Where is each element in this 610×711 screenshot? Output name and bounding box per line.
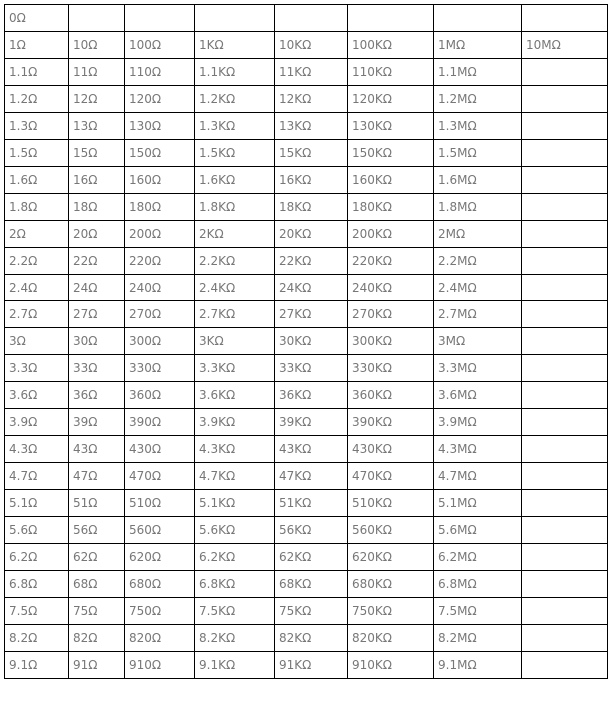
table-cell: 3.6Ω: [5, 382, 69, 409]
table-cell: 6.2MΩ: [434, 544, 522, 571]
table-cell: 2.7KΩ: [195, 301, 275, 328]
table-cell: 5.6MΩ: [434, 517, 522, 544]
table-cell: 470Ω: [125, 463, 195, 490]
table-cell: 10Ω: [69, 31, 125, 58]
table-cell: 6.8Ω: [5, 571, 69, 598]
table-cell: 16Ω: [69, 166, 125, 193]
table-cell: 51KΩ: [275, 490, 348, 517]
table-cell: 18KΩ: [275, 193, 348, 220]
table-cell: 680KΩ: [348, 571, 434, 598]
table-cell: 12KΩ: [275, 85, 348, 112]
table-row: [5, 139, 608, 166]
table-cell: 2.7MΩ: [434, 301, 522, 328]
table-cell: 750Ω: [125, 597, 195, 624]
table-cell: 36KΩ: [275, 382, 348, 409]
table-cell: [522, 274, 608, 301]
table-row: [5, 301, 608, 328]
table-cell: 620KΩ: [348, 544, 434, 571]
table-cell: 510Ω: [125, 490, 195, 517]
table-cell: 430Ω: [125, 436, 195, 463]
table-cell: 68KΩ: [275, 571, 348, 598]
table-cell: 1.3Ω: [5, 112, 69, 139]
table-cell: [522, 571, 608, 598]
table-cell: 7.5MΩ: [434, 597, 522, 624]
table-cell: 15KΩ: [275, 139, 348, 166]
table-cell: 1Ω: [5, 31, 69, 58]
table-cell: 360Ω: [125, 382, 195, 409]
table-row: [5, 651, 608, 678]
table-cell: 91KΩ: [275, 651, 348, 678]
table-cell: 390KΩ: [348, 409, 434, 436]
table-cell: 4.3KΩ: [195, 436, 275, 463]
table-cell: [522, 436, 608, 463]
table-cell: 10MΩ: [522, 31, 608, 58]
table-cell: 27KΩ: [275, 301, 348, 328]
table-cell: 4.3MΩ: [434, 436, 522, 463]
table-cell: 240Ω: [125, 274, 195, 301]
table-row: [5, 382, 608, 409]
table-cell: 2MΩ: [434, 220, 522, 247]
table-cell: 3.9KΩ: [195, 409, 275, 436]
table-cell: 1.5Ω: [5, 139, 69, 166]
table-cell: 9.1MΩ: [434, 651, 522, 678]
table-cell: [434, 5, 522, 32]
table-cell: 0Ω: [5, 5, 69, 32]
table-cell: 240KΩ: [348, 274, 434, 301]
table-cell: 75KΩ: [275, 597, 348, 624]
table-cell: 24KΩ: [275, 274, 348, 301]
table-cell: 9.1KΩ: [195, 651, 275, 678]
table-row: [5, 220, 608, 247]
table-cell: 130KΩ: [348, 112, 434, 139]
table-cell: 560Ω: [125, 517, 195, 544]
table-cell: 100KΩ: [348, 31, 434, 58]
table-cell: 820KΩ: [348, 624, 434, 651]
table-cell: 6.2KΩ: [195, 544, 275, 571]
table-cell: [522, 166, 608, 193]
table-cell: 36Ω: [69, 382, 125, 409]
table-cell: 910KΩ: [348, 651, 434, 678]
table-cell: [522, 112, 608, 139]
table-cell: 1.8KΩ: [195, 193, 275, 220]
table-row: [5, 355, 608, 382]
table-cell: 1.3KΩ: [195, 112, 275, 139]
resistor-values-table: [4, 4, 608, 679]
table-cell: 1.1MΩ: [434, 58, 522, 85]
table-cell: 82Ω: [69, 624, 125, 651]
table-cell: 270KΩ: [348, 301, 434, 328]
table-cell: 1.2MΩ: [434, 85, 522, 112]
table-cell: 91Ω: [69, 651, 125, 678]
table-cell: 62KΩ: [275, 544, 348, 571]
table-cell: 330Ω: [125, 355, 195, 382]
table-row: [5, 597, 608, 624]
table-cell: 1.3MΩ: [434, 112, 522, 139]
table-cell: [522, 139, 608, 166]
table-cell: 15Ω: [69, 139, 125, 166]
table-cell: 3.3Ω: [5, 355, 69, 382]
table-cell: 3MΩ: [434, 328, 522, 355]
table-cell: 6.8MΩ: [434, 571, 522, 598]
table-cell: 1.6Ω: [5, 166, 69, 193]
table-cell: [69, 5, 125, 32]
table-cell: 3.9MΩ: [434, 409, 522, 436]
table-cell: 160KΩ: [348, 166, 434, 193]
table-row: [5, 409, 608, 436]
table-cell: 56KΩ: [275, 517, 348, 544]
table-cell: [522, 597, 608, 624]
table-cell: [522, 382, 608, 409]
table-cell: 2.2MΩ: [434, 247, 522, 274]
table-cell: 16KΩ: [275, 166, 348, 193]
table-cell: 5.6KΩ: [195, 517, 275, 544]
table-cell: 120KΩ: [348, 85, 434, 112]
table-cell: 1MΩ: [434, 31, 522, 58]
table-cell: 9.1Ω: [5, 651, 69, 678]
table-cell: [522, 490, 608, 517]
table-cell: 22Ω: [69, 247, 125, 274]
table-cell: 1.6MΩ: [434, 166, 522, 193]
table-cell: 3Ω: [5, 328, 69, 355]
table-row: [5, 624, 608, 651]
table-cell: 130Ω: [125, 112, 195, 139]
table-cell: 39Ω: [69, 409, 125, 436]
table-cell: 360KΩ: [348, 382, 434, 409]
table-cell: 390Ω: [125, 409, 195, 436]
table-cell: 300KΩ: [348, 328, 434, 355]
table-cell: 75Ω: [69, 597, 125, 624]
table-row: [5, 112, 608, 139]
table-cell: 300Ω: [125, 328, 195, 355]
table-cell: 160Ω: [125, 166, 195, 193]
resistor-values-table-container: [4, 4, 608, 679]
table-cell: 330KΩ: [348, 355, 434, 382]
table-cell: 47KΩ: [275, 463, 348, 490]
table-cell: [522, 247, 608, 274]
table-cell: 6.2Ω: [5, 544, 69, 571]
table-cell: [275, 5, 348, 32]
table-cell: 39KΩ: [275, 409, 348, 436]
table-cell: 11KΩ: [275, 58, 348, 85]
table-row: [5, 247, 608, 274]
table-cell: 1.5KΩ: [195, 139, 275, 166]
table-cell: 56Ω: [69, 517, 125, 544]
table-cell: [522, 355, 608, 382]
table-cell: 18Ω: [69, 193, 125, 220]
table-cell: [522, 58, 608, 85]
table-cell: 30KΩ: [275, 328, 348, 355]
table-cell: 1.5MΩ: [434, 139, 522, 166]
table-cell: 8.2KΩ: [195, 624, 275, 651]
table-cell: 180KΩ: [348, 193, 434, 220]
table-cell: 180Ω: [125, 193, 195, 220]
table-cell: 22KΩ: [275, 247, 348, 274]
table-cell: 2Ω: [5, 220, 69, 247]
table-cell: 200KΩ: [348, 220, 434, 247]
table-cell: 5.6Ω: [5, 517, 69, 544]
table-cell: 30Ω: [69, 328, 125, 355]
table-cell: 820Ω: [125, 624, 195, 651]
table-cell: 3.3MΩ: [434, 355, 522, 382]
table-cell: [522, 409, 608, 436]
table-row: [5, 193, 608, 220]
table-cell: 220KΩ: [348, 247, 434, 274]
table-cell: 7.5KΩ: [195, 597, 275, 624]
table-cell: 3.3KΩ: [195, 355, 275, 382]
table-cell: [522, 463, 608, 490]
table-cell: 220Ω: [125, 247, 195, 274]
table-cell: [522, 624, 608, 651]
table-cell: 51Ω: [69, 490, 125, 517]
table-cell: 2.7Ω: [5, 301, 69, 328]
table-cell: 11Ω: [69, 58, 125, 85]
table-cell: 110Ω: [125, 58, 195, 85]
table-cell: 1KΩ: [195, 31, 275, 58]
table-cell: 3.6MΩ: [434, 382, 522, 409]
table-cell: 4.7Ω: [5, 463, 69, 490]
table-cell: [522, 301, 608, 328]
table-cell: 560KΩ: [348, 517, 434, 544]
table-cell: 33KΩ: [275, 355, 348, 382]
table-cell: 7.5Ω: [5, 597, 69, 624]
table-cell: [348, 5, 434, 32]
table-row: [5, 274, 608, 301]
table-cell: 150KΩ: [348, 139, 434, 166]
table-cell: 2.4Ω: [5, 274, 69, 301]
table-cell: 6.8KΩ: [195, 571, 275, 598]
table-cell: 4.7KΩ: [195, 463, 275, 490]
table-cell: 910Ω: [125, 651, 195, 678]
table-cell: 24Ω: [69, 274, 125, 301]
table-cell: 5.1MΩ: [434, 490, 522, 517]
table-cell: 430KΩ: [348, 436, 434, 463]
table-cell: 100Ω: [125, 31, 195, 58]
table-cell: 510KΩ: [348, 490, 434, 517]
table-cell: 20KΩ: [275, 220, 348, 247]
table-row: [5, 5, 608, 32]
table-cell: 680Ω: [125, 571, 195, 598]
table-row: [5, 58, 608, 85]
table-cell: [195, 5, 275, 32]
table-cell: 3.6KΩ: [195, 382, 275, 409]
table-cell: 4.3Ω: [5, 436, 69, 463]
table-row: [5, 490, 608, 517]
table-cell: 62Ω: [69, 544, 125, 571]
table-cell: 43Ω: [69, 436, 125, 463]
table-cell: [125, 5, 195, 32]
table-row: [5, 328, 608, 355]
table-cell: 2.2KΩ: [195, 247, 275, 274]
table-cell: 200Ω: [125, 220, 195, 247]
table-cell: 1.1KΩ: [195, 58, 275, 85]
table-cell: [522, 328, 608, 355]
table-cell: 270Ω: [125, 301, 195, 328]
table-cell: [522, 85, 608, 112]
table-cell: 1.2Ω: [5, 85, 69, 112]
table-cell: 150Ω: [125, 139, 195, 166]
table-cell: 2.4MΩ: [434, 274, 522, 301]
table-cell: 620Ω: [125, 544, 195, 571]
table-cell: 8.2MΩ: [434, 624, 522, 651]
table-cell: 5.1KΩ: [195, 490, 275, 517]
table-cell: 33Ω: [69, 355, 125, 382]
table-cell: 27Ω: [69, 301, 125, 328]
table-row: [5, 31, 608, 58]
table-cell: 4.7MΩ: [434, 463, 522, 490]
table-cell: 12Ω: [69, 85, 125, 112]
table-row: [5, 544, 608, 571]
table-row: [5, 166, 608, 193]
table-cell: 1.8Ω: [5, 193, 69, 220]
table-cell: 1.2KΩ: [195, 85, 275, 112]
table-row: [5, 571, 608, 598]
table-row: [5, 517, 608, 544]
table-row: [5, 436, 608, 463]
table-cell: 13KΩ: [275, 112, 348, 139]
table-cell: 1.8MΩ: [434, 193, 522, 220]
table-cell: 1.6KΩ: [195, 166, 275, 193]
table-cell: 120Ω: [125, 85, 195, 112]
table-cell: [522, 651, 608, 678]
table-cell: [522, 220, 608, 247]
table-cell: 20Ω: [69, 220, 125, 247]
table-row: [5, 85, 608, 112]
table-cell: 2.4KΩ: [195, 274, 275, 301]
table-cell: 470KΩ: [348, 463, 434, 490]
table-cell: 47Ω: [69, 463, 125, 490]
table-cell: 750KΩ: [348, 597, 434, 624]
table-cell: 13Ω: [69, 112, 125, 139]
table-row: [5, 463, 608, 490]
table-cell: [522, 5, 608, 32]
table-cell: 43KΩ: [275, 436, 348, 463]
table-cell: 68Ω: [69, 571, 125, 598]
table-cell: [522, 544, 608, 571]
table-cell: 3.9Ω: [5, 409, 69, 436]
table-cell: 82KΩ: [275, 624, 348, 651]
table-cell: 8.2Ω: [5, 624, 69, 651]
table-cell: 10KΩ: [275, 31, 348, 58]
table-cell: 1.1Ω: [5, 58, 69, 85]
table-cell: 5.1Ω: [5, 490, 69, 517]
table-cell: [522, 517, 608, 544]
table-cell: 2KΩ: [195, 220, 275, 247]
table-cell: 2.2Ω: [5, 247, 69, 274]
table-body: [5, 5, 608, 679]
table-cell: 3KΩ: [195, 328, 275, 355]
table-cell: 110KΩ: [348, 58, 434, 85]
table-cell: [522, 193, 608, 220]
